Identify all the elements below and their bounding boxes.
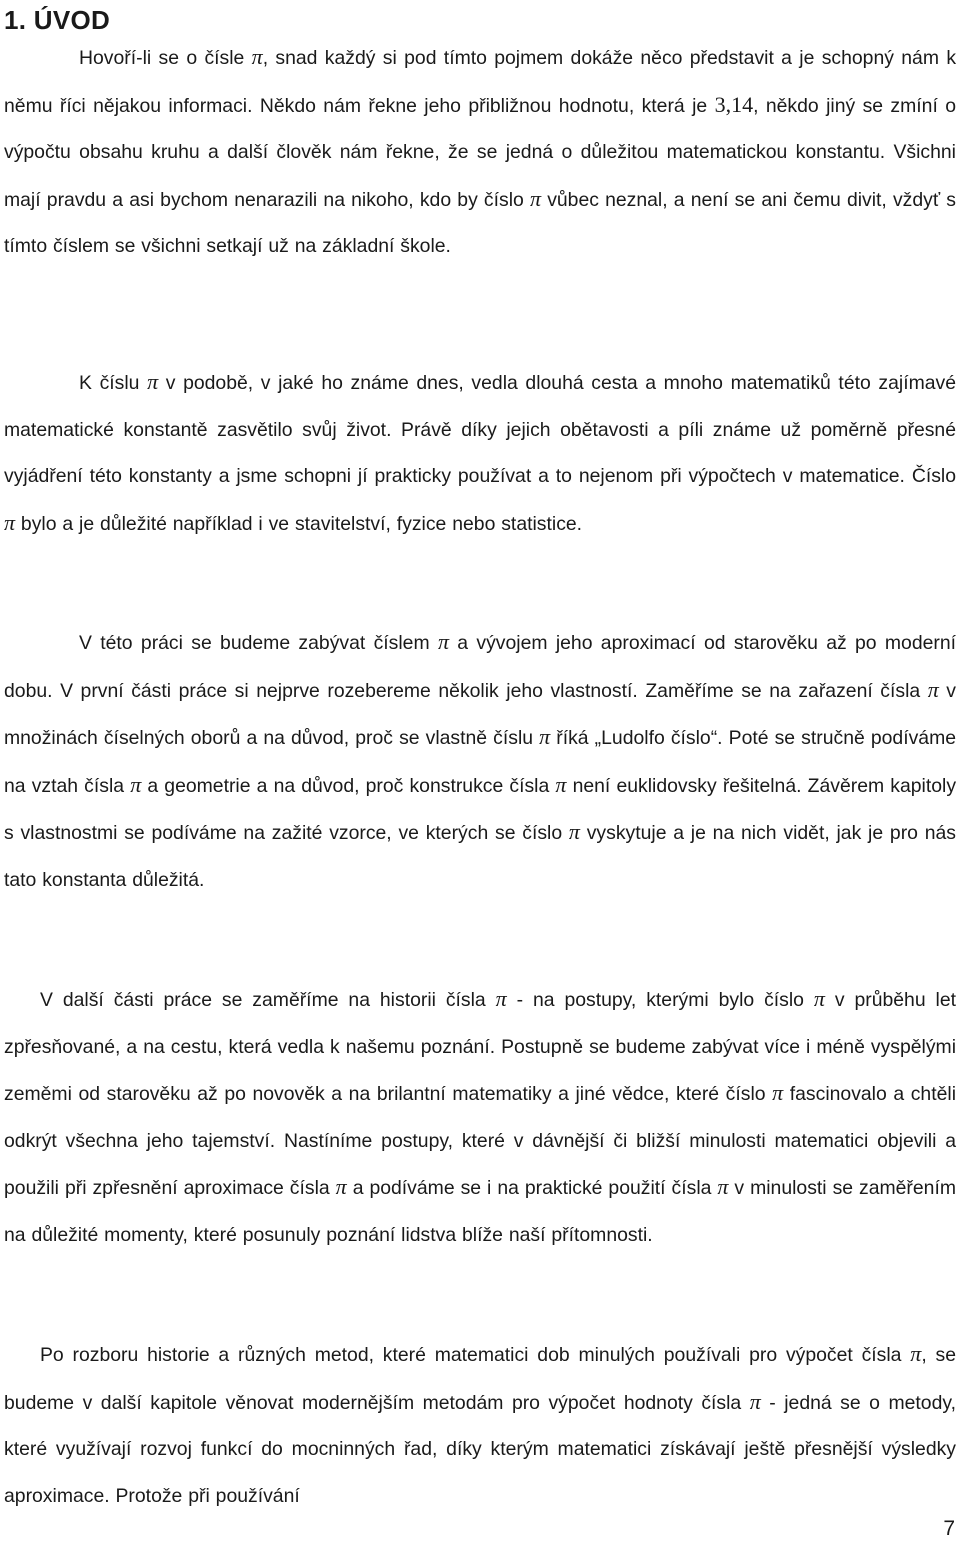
chapter-heading: 1. ÚVOD xyxy=(4,5,111,35)
text-segment: V další části práce se zaměříme na historii čísla xyxy=(40,989,486,1011)
text-segment: říká „Ludolfo číslo“. Poté se stručně podíváme na vztah čísla xyxy=(4,727,956,797)
pi-symbol: π xyxy=(4,509,16,535)
pi-symbol: π xyxy=(251,44,263,69)
text-segment: v množinách číselných oborů a na důvod, proč se vlastně číslu xyxy=(4,679,956,749)
pi-symbol: π xyxy=(147,369,159,394)
pi-value: 3,14 xyxy=(714,91,754,117)
pi-symbol: π xyxy=(335,1174,347,1199)
page-number: 7 xyxy=(943,1517,955,1540)
pi-symbol: π xyxy=(437,629,449,654)
pi-symbol: π xyxy=(539,724,551,749)
pi-symbol: π xyxy=(568,819,580,844)
pi-symbol: π xyxy=(927,676,939,702)
pi-symbol: π xyxy=(130,771,142,797)
text-segment: a podíváme se i na praktické použití čísla xyxy=(352,1177,712,1199)
text-segment: K číslu xyxy=(79,372,140,394)
paragraph-1 xyxy=(4,34,956,270)
text-segment: , snad každý si pod tímto pojmem dokáže něco představit a je schopný nám k němu říci nějakou informaci. Někdo nám řekne jeho přibližnou hodnotu, která je xyxy=(4,47,957,117)
text-segment: v podobě, v jaké ho známe dnes, vedla dlouhá cesta a mnoho matematiků této zajímavé matematické konstantě zasvětilo svůj život. Právě díky jejich obětavosti a píli známe už poměrně přesné vyjádření této konstanty a jsme schopni jí prakticky používat a to nejenom při výpočtech v matematice. Číslo xyxy=(4,372,956,487)
text-segment: vůbec neznal, a není se ani čemu divit, vždyť s tímto číslem se všichni setkají už na základní škole. xyxy=(4,188,956,257)
text-segment: vyskytuje a je na nich vidět, jak je pro nás tato konstanta důležitá. xyxy=(4,822,956,891)
text-segment: bylo a je důležité například i ve stavitelství, fyzice nebo statistice. xyxy=(20,512,583,535)
paragraph-2 xyxy=(4,359,956,547)
text-segment: , se budeme v další kapitole věnovat modernějším metodám pro výpočet hodnoty čísla xyxy=(4,1344,956,1414)
text-segment: v minulosti se zaměřením na důležité momenty, které posunuly poznání lidstva blíže naší přítomnosti. xyxy=(4,1177,957,1246)
pi-symbol: π xyxy=(772,1080,784,1105)
text-segment: a vývojem jeho aproximací od starověku až po moderní dobu. V první části práce si nejprve rozebereme několik jeho vlastností. Zaměříme se na zařazení čísla xyxy=(4,632,957,702)
text-segment: V této práci se budeme zabývat číslem xyxy=(79,632,430,654)
text-segment: , někdo jiný se zmíní o výpočtu obsahu kruhu a další člověk nám řekne, že se jedná o důležitou matematickou konstantu. Všichni mají pravdu a asi bychom nenarazili na nikoho, kdo by číslo xyxy=(4,94,957,211)
paragraph-5 xyxy=(4,1331,956,1519)
text-segment: Hovoří-li se o čísle xyxy=(79,47,245,69)
text-segment: a geometrie a na důvod, proč konstrukce čísla xyxy=(147,774,550,797)
paragraph-3 xyxy=(4,619,956,903)
pi-symbol: π xyxy=(529,185,542,211)
text-segment: - na postupy, kterými bylo číslo xyxy=(516,989,804,1011)
pi-symbol: π xyxy=(910,1341,922,1366)
text-segment: v průběhu let zpřesňované, a na cestu, která vedla k našemu poznání. Postupně se budeme zabývat více i méně vyspělými zeměmi od starověku až po novověk a na brilantní matematiky a jiné vědce, které číslo xyxy=(4,989,957,1105)
pi-symbol: π xyxy=(749,1388,761,1414)
pi-symbol: π xyxy=(717,1174,729,1199)
text-segment: fascinovalo a chtěli odkrýt všechna jeho tajemství. Nastíníme postupy, které v dávnější či bližší minulosti matematici objevili a použili při zpřesnění aproximace čísla xyxy=(4,1083,956,1199)
text-segment: - jedná se o metody, které využívají rozvoj funkcí do mocninných řad, díky kterým matematici získávají ještě přesnější výsledky aproximace. Protože při používání xyxy=(4,1391,957,1507)
paragraph-4 xyxy=(4,976,956,1258)
pi-symbol: π xyxy=(555,771,567,797)
text-segment: není euklidovsky řešitelná. Závěrem kapitoly s vlastnostmi se podíváme na zažité vzorce, ve kterých se číslo xyxy=(4,774,957,844)
pi-symbol: π xyxy=(813,986,825,1011)
text-segment: Po rozboru historie a různých metod, které matematici dob minulých používali pro výpočet čísla xyxy=(40,1344,902,1366)
pi-symbol: π xyxy=(495,986,507,1011)
